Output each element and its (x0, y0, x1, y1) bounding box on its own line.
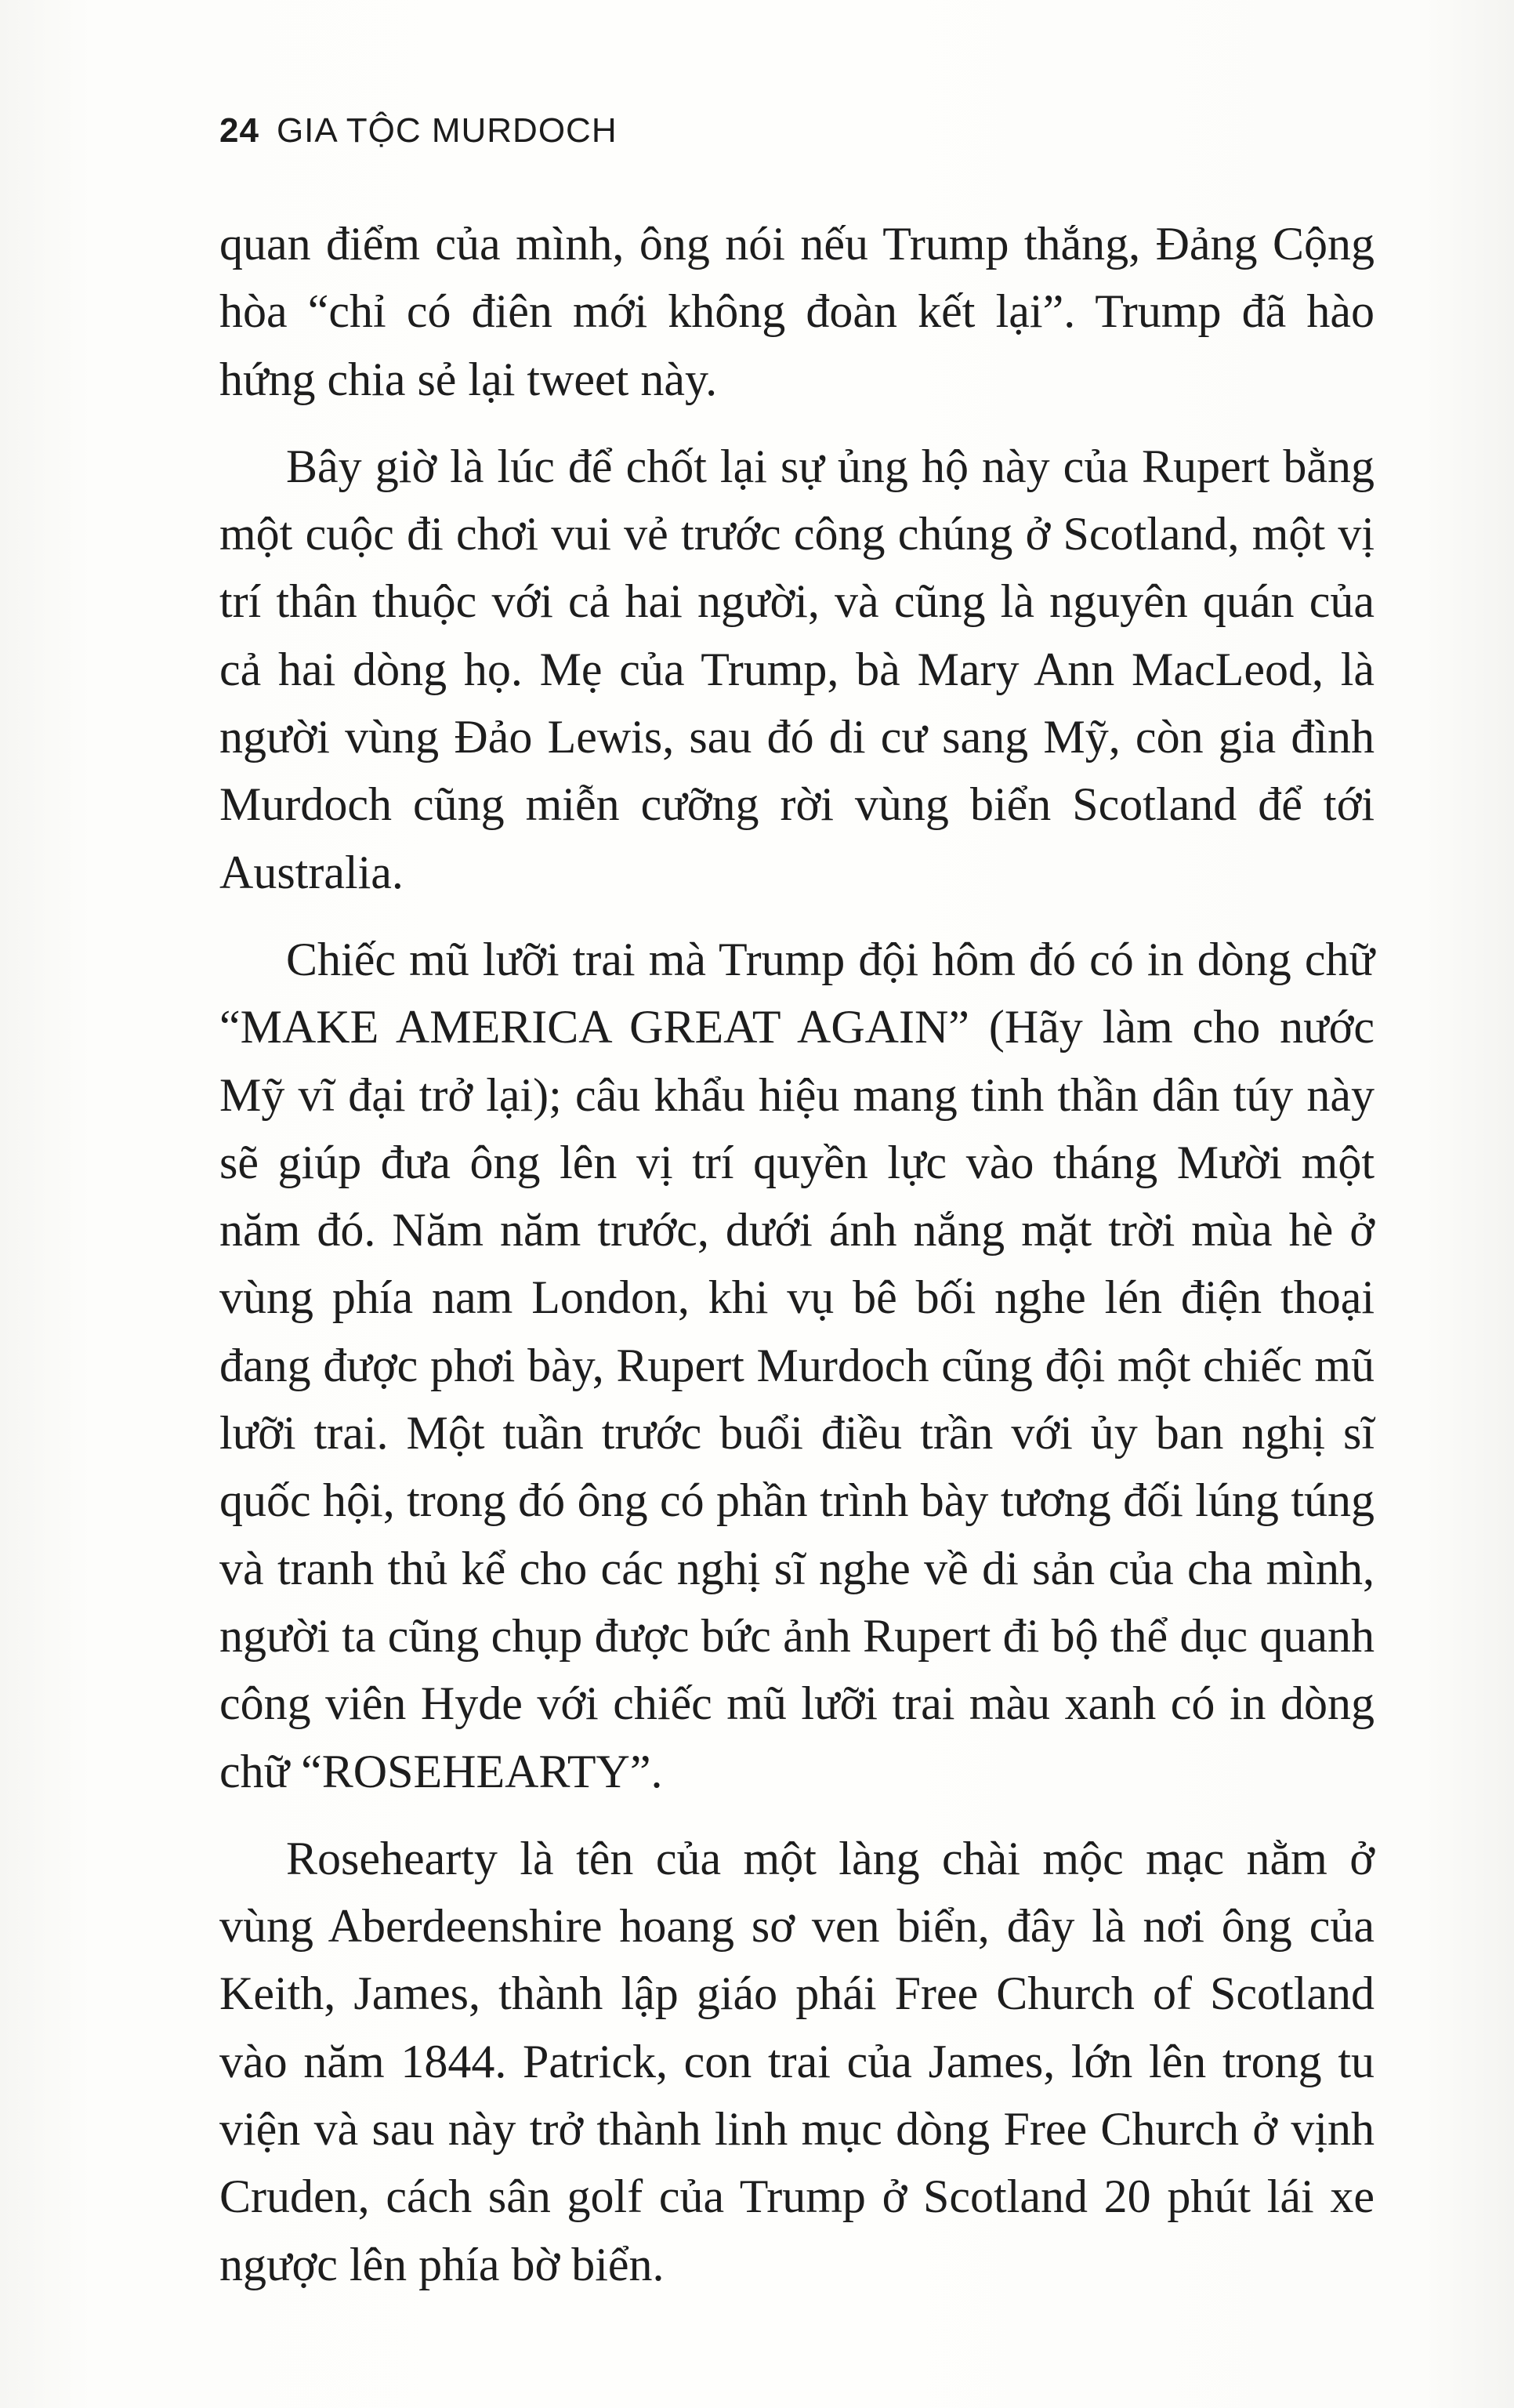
paragraph: Rosehearty là tên của một làng chài mộc mạc nằm ở vùng Aberdeenshire hoang sơ ven biển, đây là nơi ông của Keith, James, thành lập giáo phái Free Church of Scotland vào năm 1844. Patrick, con trai của James, lớn lên trong tu viện và sau này trở thành linh mục dòng Free Church ở vịnh Cruden, cách sân golf của Trump ở Scotland 20 phút lái xe ngược lên phía bờ biển. (219, 1832, 1375, 2290)
paragraph-continued: quan điểm của mình, ông nói nếu Trump thắng, Đảng Cộng hòa “chỉ có điên mới không đoàn kết lại”. Trump đã hào hứng chia sẻ lại tweet này. (219, 218, 1375, 405)
paragraph: Chiếc mũ lưỡi trai mà Trump đội hôm đó có in dòng chữ “MAKE AMERICA GREAT AGAIN” (Hãy làm cho nước Mỹ vĩ đại trở lại); câu khẩu hiệu mang tinh thần dân túy này sẽ giúp đưa ông lên vị trí quyền lực vào tháng Mười một năm đó. Năm năm trước, dưới ánh nắng mặt trời mùa hè ở vùng phía nam London, khi vụ bê bối nghe lén điện thoại đang được phơi bày, Rupert Murdoch cũng đội một chiếc mũ lưỡi trai. Một tuần trước buổi điều trần với ủy ban nghị sĩ quốc hội, trong đó ông có phần trình bày tương đối lúng túng và tranh thủ kể cho các nghị sĩ nghe về di sản của cha mình, người ta cũng chụp được bức ảnh Rupert đi bộ thể dục quanh công viên Hyde với chiếc mũ lưỡi trai màu xanh có in dòng chữ “ROSEHEARTY”. (219, 933, 1375, 1797)
book-title: GIA TỘC MURDOCH (276, 111, 618, 150)
page-number: 24 (219, 111, 259, 150)
running-header (219, 111, 618, 150)
body-text (219, 210, 1375, 2298)
paragraph: Bây giờ là lúc để chốt lại sự ủng hộ này của Rupert bằng một cuộc đi chơi vui vẻ trước công chúng ở Scotland, một vị trí thân thuộc với cả hai người, và cũng là nguyên quán của cả hai dòng họ. Mẹ của Trump, bà Mary Ann MacLeod, là người vùng Đảo Lewis, sau đó di cư sang Mỹ, còn gia đình Murdoch cũng miễn cưỡng rời vùng biển Scotland để tới Australia. (219, 440, 1375, 898)
